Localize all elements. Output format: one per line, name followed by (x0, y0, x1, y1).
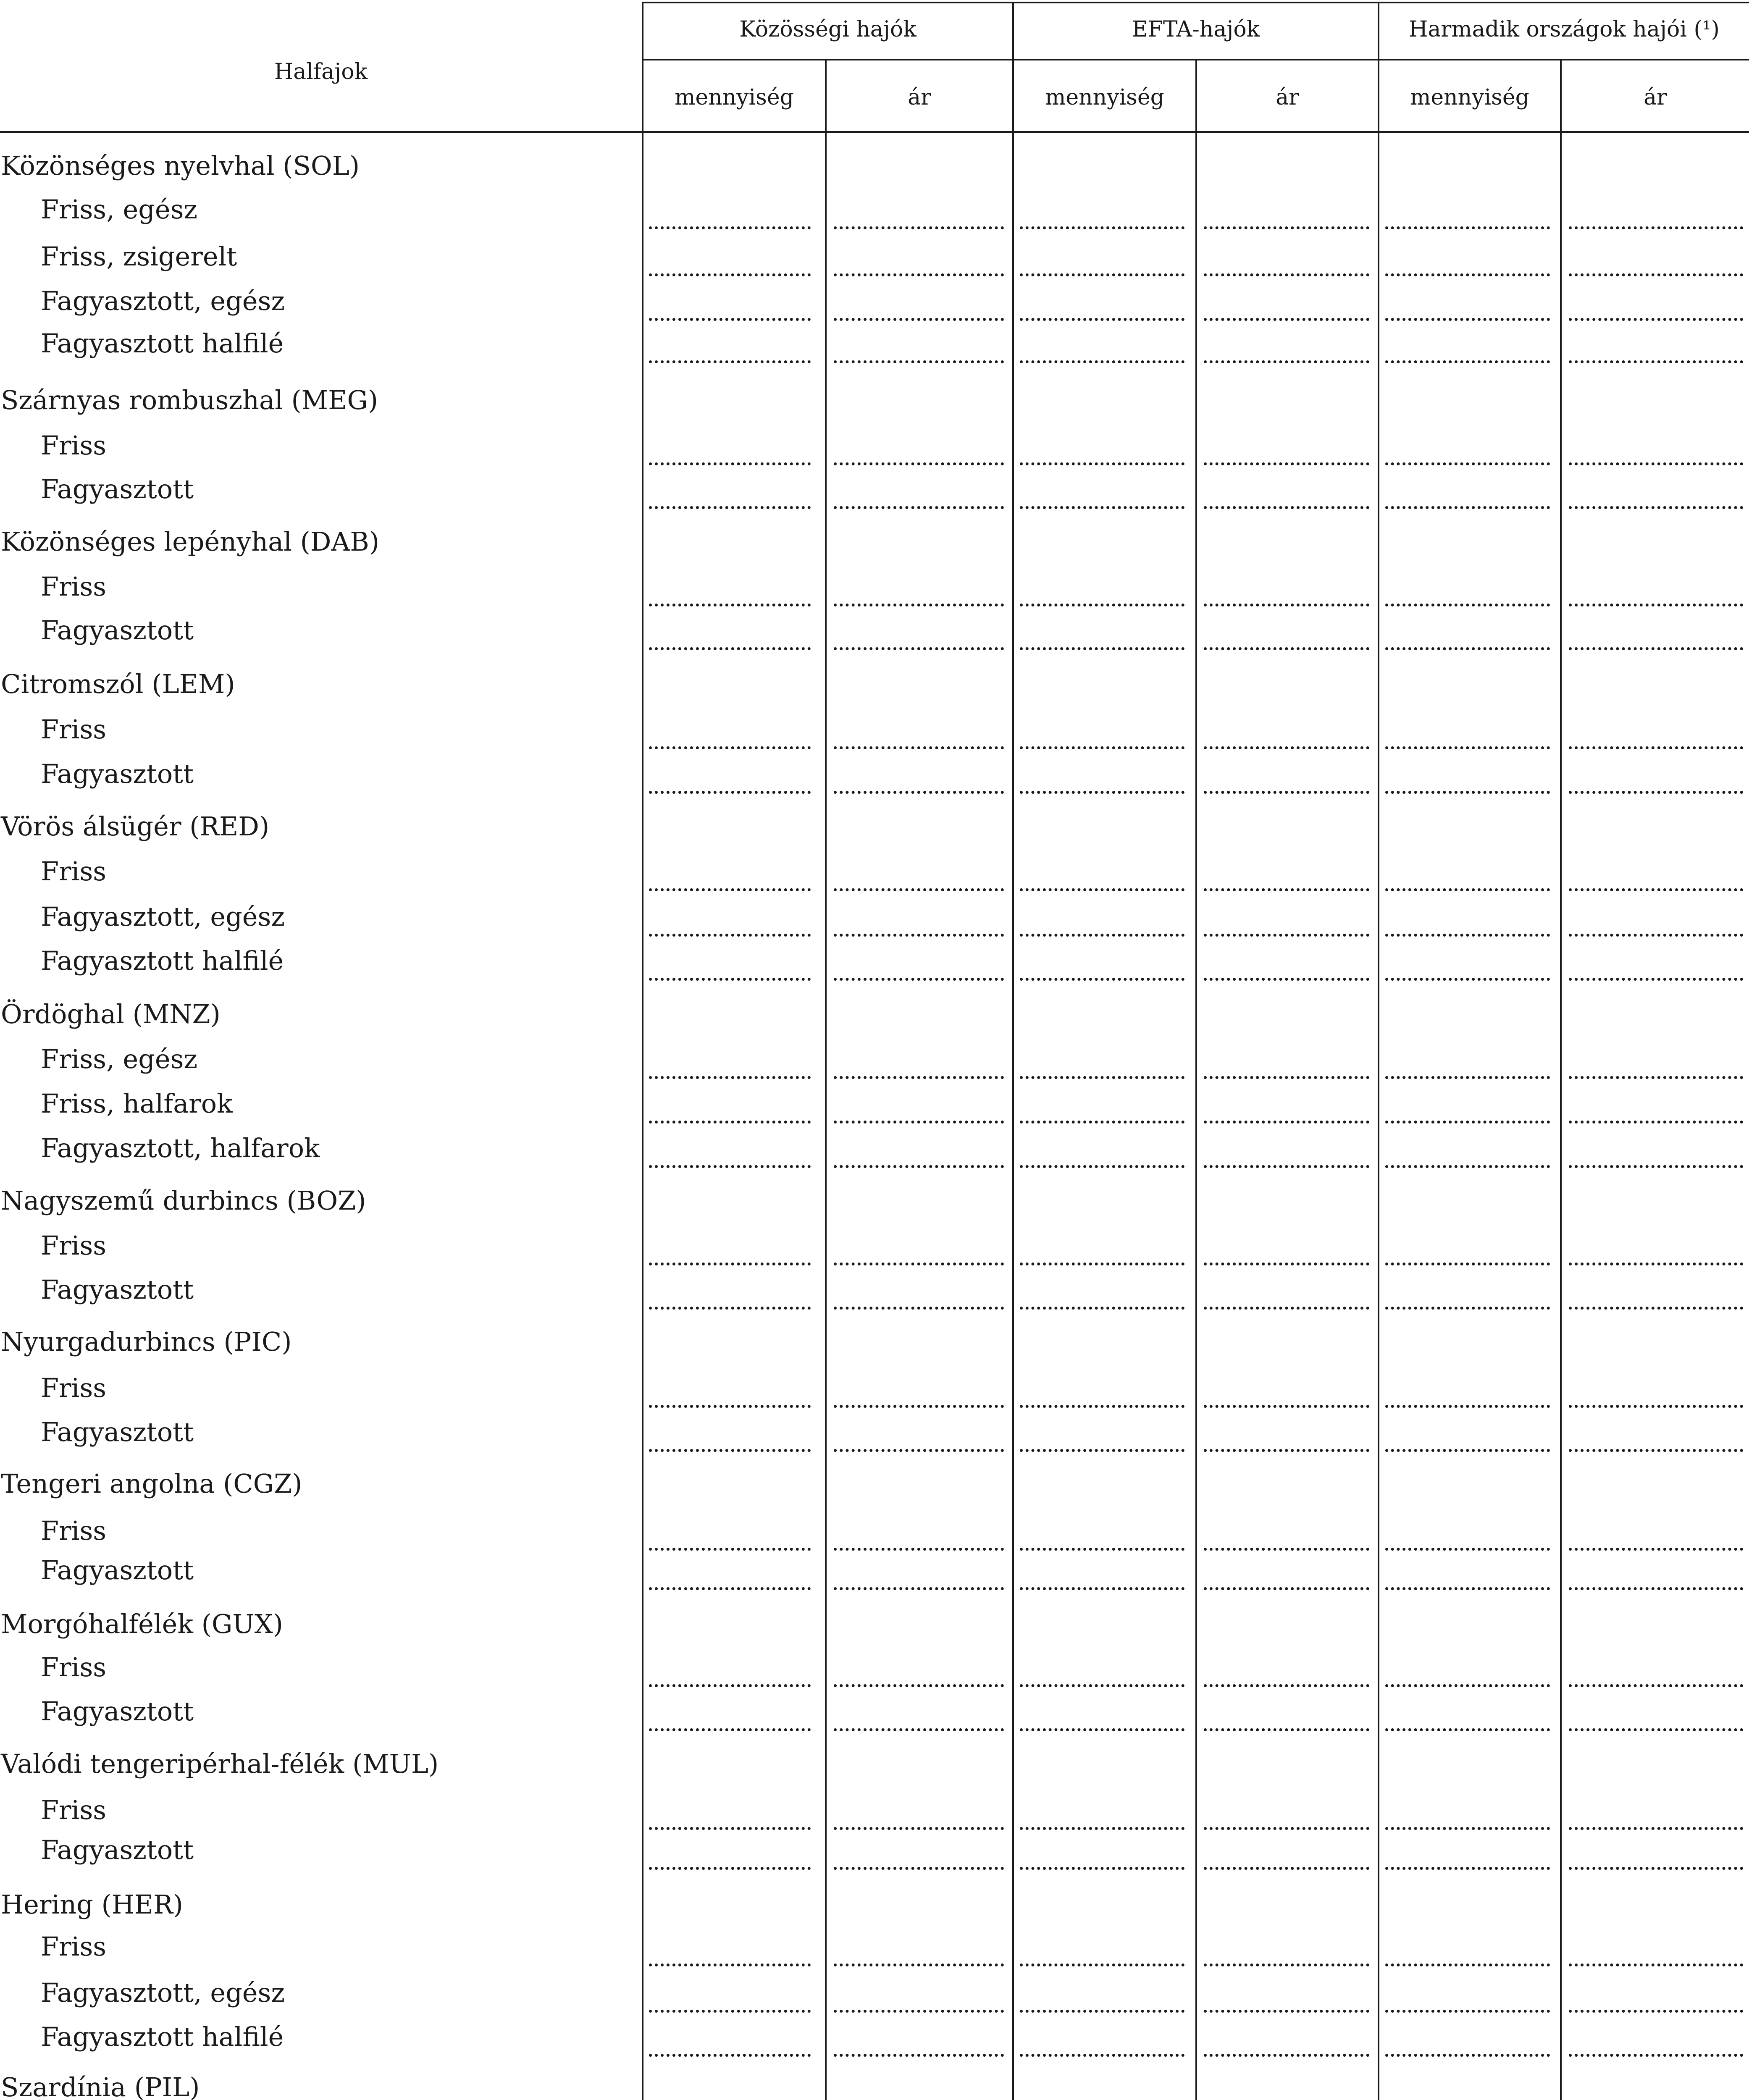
price-entry-line[interactable] (1569, 1728, 1743, 1731)
quantity-entry-line[interactable] (649, 318, 811, 321)
product-form-label: Friss (41, 1230, 107, 1261)
product-form-label: Friss (41, 571, 107, 602)
product-form-label: Fagyasztott, egész (41, 1977, 285, 2008)
quantity-entry-line[interactable] (1020, 1449, 1184, 1452)
price-entry-line[interactable] (1204, 978, 1369, 981)
quantity-entry-line[interactable] (1385, 888, 1550, 891)
price-entry-line[interactable] (834, 1307, 1004, 1310)
price-entry-line[interactable] (834, 978, 1004, 981)
quantity-entry-line[interactable] (1020, 1587, 1184, 1590)
group-header-efta: EFTA-hajók (1132, 17, 1260, 42)
price-entry-line[interactable] (1204, 1548, 1369, 1551)
price-entry-line[interactable] (834, 1684, 1004, 1687)
quantity-entry-line[interactable] (1020, 1405, 1184, 1408)
quantity-entry-line[interactable] (649, 1307, 811, 1310)
species-heading: Ördöghal (MNZ) (1, 999, 221, 1029)
quantity-entry-line[interactable] (649, 934, 811, 937)
subheader-quantity: mennyiség (675, 85, 794, 110)
price-entry-line[interactable] (834, 1165, 1004, 1168)
price-entry-line[interactable] (1569, 318, 1743, 321)
price-entry-line[interactable] (1204, 604, 1369, 606)
quantity-entry-line[interactable] (649, 1263, 811, 1265)
product-form-label: Friss, halfarok (41, 1088, 233, 1119)
price-entry-line[interactable] (1569, 1263, 1743, 1265)
price-entry-line[interactable] (834, 1121, 1004, 1124)
quantity-entry-line[interactable] (1020, 1964, 1184, 1966)
price-entry-line[interactable] (1204, 506, 1369, 509)
species-heading: Nyurgadurbincs (PIC) (1, 1326, 292, 1357)
quantity-entry-line[interactable] (1385, 1728, 1550, 1731)
quantity-entry-line[interactable] (1385, 791, 1550, 794)
price-entry-line[interactable] (1569, 1964, 1743, 1966)
price-entry-line[interactable] (1204, 1449, 1369, 1452)
price-entry-line[interactable] (1569, 934, 1743, 937)
quantity-entry-line[interactable] (649, 1449, 811, 1452)
quantity-entry-line[interactable] (649, 1827, 811, 1830)
price-entry-line[interactable] (834, 934, 1004, 937)
product-form-label: Fagyasztott, halfarok (41, 1133, 320, 1163)
price-entry-line[interactable] (834, 273, 1004, 276)
price-entry-line[interactable] (1569, 462, 1743, 465)
quantity-entry-line[interactable] (649, 1121, 811, 1124)
quantity-entry-line[interactable] (649, 1587, 811, 1590)
quantity-entry-line[interactable] (649, 2010, 811, 2013)
quantity-entry-line[interactable] (1385, 1867, 1550, 1870)
quantity-entry-line[interactable] (1020, 604, 1184, 606)
price-entry-line[interactable] (1569, 888, 1743, 891)
quantity-entry-line[interactable] (1385, 1827, 1550, 1830)
quantity-entry-line[interactable] (649, 1548, 811, 1551)
column-rule (825, 59, 827, 2100)
table-top-rule (642, 2, 1749, 3)
price-entry-line[interactable] (1204, 318, 1369, 321)
quantity-entry-line[interactable] (649, 746, 811, 749)
price-entry-line[interactable] (1204, 647, 1369, 650)
product-form-label: Friss (41, 430, 107, 461)
quantity-entry-line[interactable] (1385, 1587, 1550, 1590)
price-entry-line[interactable] (834, 1405, 1004, 1408)
price-entry-line[interactable] (1204, 1076, 1369, 1079)
species-heading: Szárnyas rombuszhal (MEG) (1, 385, 378, 415)
species-heading: Nagyszemű durbincs (BOZ) (1, 1185, 366, 1216)
column-rule (1012, 2, 1014, 2100)
price-entry-line[interactable] (1204, 462, 1369, 465)
product-form-label: Friss (41, 1652, 107, 1683)
price-entry-line[interactable] (834, 1964, 1004, 1966)
quantity-entry-line[interactable] (649, 978, 811, 981)
price-entry-line[interactable] (1569, 647, 1743, 650)
quantity-entry-line[interactable] (1020, 791, 1184, 794)
quantity-entry-line[interactable] (1385, 1548, 1550, 1551)
price-entry-line[interactable] (834, 1827, 1004, 1830)
price-entry-line[interactable] (834, 1867, 1004, 1870)
price-entry-line[interactable] (834, 462, 1004, 465)
subheader-price: ár (908, 85, 931, 110)
price-entry-line[interactable] (1204, 746, 1369, 749)
species-heading: Közönséges nyelvhal (SOL) (1, 150, 360, 181)
price-entry-line[interactable] (1204, 1867, 1369, 1870)
product-form-label: Friss (41, 714, 107, 745)
price-entry-line[interactable] (1204, 226, 1369, 229)
price-entry-line[interactable] (1204, 1964, 1369, 1966)
product-form-label: Friss (41, 1515, 107, 1546)
product-form-label: Fagyasztott (41, 759, 194, 789)
product-form-label: Friss (41, 1795, 107, 1825)
quantity-entry-line[interactable] (1020, 226, 1184, 229)
quantity-entry-line[interactable] (1385, 273, 1550, 276)
quantity-entry-line[interactable] (1020, 934, 1184, 937)
product-form-label: Fagyasztott halfilé (41, 328, 284, 359)
product-form-label: Fagyasztott, egész (41, 901, 285, 932)
price-entry-line[interactable] (834, 888, 1004, 891)
quantity-entry-line[interactable] (1385, 1076, 1550, 1079)
quantity-entry-line[interactable] (1385, 1449, 1550, 1452)
species-heading: Tengeri angolna (CGZ) (1, 1468, 302, 1499)
price-entry-line[interactable] (1204, 1827, 1369, 1830)
quantity-entry-line[interactable] (649, 2054, 811, 2057)
quantity-entry-line[interactable] (1385, 1684, 1550, 1687)
price-entry-line[interactable] (1569, 273, 1743, 276)
price-entry-line[interactable] (1569, 1121, 1743, 1124)
quantity-entry-line[interactable] (1020, 462, 1184, 465)
quantity-entry-line[interactable] (649, 1728, 811, 1731)
quantity-entry-line[interactable] (1385, 1121, 1550, 1124)
quantity-entry-line[interactable] (1020, 1076, 1184, 1079)
price-entry-line[interactable] (834, 506, 1004, 509)
quantity-entry-line[interactable] (1385, 746, 1550, 749)
quantity-entry-line[interactable] (649, 462, 811, 465)
quantity-entry-line[interactable] (1385, 934, 1550, 937)
product-form-label: Fagyasztott (41, 1835, 194, 1865)
quantity-entry-line[interactable] (1020, 506, 1184, 509)
price-entry-line[interactable] (834, 1548, 1004, 1551)
price-entry-line[interactable] (834, 1587, 1004, 1590)
quantity-entry-line[interactable] (1020, 360, 1184, 363)
header-bottom-rule (0, 131, 1749, 133)
quantity-entry-line[interactable] (1020, 1548, 1184, 1551)
column-rule (1560, 59, 1562, 2100)
price-entry-line[interactable] (1204, 1165, 1369, 1168)
group-header-third-country: Harmadik országok hajói (¹) (1409, 17, 1720, 42)
quantity-entry-line[interactable] (1020, 1867, 1184, 1870)
quantity-entry-line[interactable] (1385, 462, 1550, 465)
product-form-label: Fagyasztott (41, 1274, 194, 1305)
product-form-label: Fagyasztott (41, 1417, 194, 1447)
price-entry-line[interactable] (1569, 1165, 1743, 1168)
product-form-label: Fagyasztott, egész (41, 286, 285, 316)
species-heading: Közönséges lepényhal (DAB) (1, 526, 380, 557)
price-entry-line[interactable] (1204, 1307, 1369, 1310)
subheader-quantity: mennyiség (1045, 85, 1164, 110)
product-form-label: Fagyasztott halfilé (41, 2021, 284, 2052)
product-form-label: Fagyasztott (41, 615, 194, 646)
price-entry-line[interactable] (1204, 1684, 1369, 1687)
price-entry-line[interactable] (834, 318, 1004, 321)
price-entry-line[interactable] (834, 2054, 1004, 2057)
quantity-entry-line[interactable] (649, 360, 811, 363)
price-entry-line[interactable] (1569, 604, 1743, 606)
quantity-entry-line[interactable] (1385, 2054, 1550, 2057)
product-form-label: Friss, zsigerelt (41, 241, 237, 272)
price-entry-line[interactable] (834, 1449, 1004, 1452)
quantity-entry-line[interactable] (1020, 746, 1184, 749)
price-entry-line[interactable] (1204, 1263, 1369, 1265)
quantity-entry-line[interactable] (1385, 506, 1550, 509)
quantity-entry-line[interactable] (1385, 1964, 1550, 1966)
quantity-entry-line[interactable] (649, 604, 811, 606)
quantity-entry-line[interactable] (1020, 888, 1184, 891)
quantity-entry-line[interactable] (649, 1684, 811, 1687)
quantity-entry-line[interactable] (649, 888, 811, 891)
product-form-label: Fagyasztott (41, 1555, 194, 1586)
quantity-entry-line[interactable] (649, 1165, 811, 1168)
quantity-entry-line[interactable] (1385, 647, 1550, 650)
species-heading: Vörös álsügér (RED) (1, 811, 270, 842)
column-rule (1195, 59, 1197, 2100)
quantity-entry-line[interactable] (649, 1076, 811, 1079)
product-form-label: Fagyasztott (41, 1696, 194, 1727)
price-entry-line[interactable] (1569, 1867, 1743, 1870)
price-entry-line[interactable] (1569, 746, 1743, 749)
price-entry-line[interactable] (1204, 1405, 1369, 1408)
quantity-entry-line[interactable] (1020, 1121, 1184, 1124)
price-entry-line[interactable] (834, 2010, 1004, 2013)
species-column-header: Halfajok (274, 59, 368, 84)
price-entry-line[interactable] (1569, 1827, 1743, 1830)
price-entry-line[interactable] (1569, 978, 1743, 981)
quantity-entry-line[interactable] (1385, 1165, 1550, 1168)
quantity-entry-line[interactable] (1385, 226, 1550, 229)
price-entry-line[interactable] (1569, 1587, 1743, 1590)
price-entry-line[interactable] (1204, 273, 1369, 276)
price-entry-line[interactable] (1204, 934, 1369, 937)
quantity-entry-line[interactable] (1020, 647, 1184, 650)
quantity-entry-line[interactable] (649, 506, 811, 509)
price-entry-line[interactable] (1569, 1405, 1743, 1408)
subheader-quantity: mennyiség (1410, 85, 1529, 110)
quantity-entry-line[interactable] (1385, 2010, 1550, 2013)
product-form-label: Friss (41, 856, 107, 887)
quantity-entry-line[interactable] (649, 791, 811, 794)
species-heading: Citromszól (LEM) (1, 669, 235, 699)
quantity-entry-line[interactable] (1385, 978, 1550, 981)
price-entry-line[interactable] (1204, 1121, 1369, 1124)
price-entry-line[interactable] (834, 1076, 1004, 1079)
price-entry-line[interactable] (1204, 1728, 1369, 1731)
price-entry-line[interactable] (1569, 226, 1743, 229)
quantity-entry-line[interactable] (649, 226, 811, 229)
quantity-entry-line[interactable] (649, 273, 811, 276)
price-entry-line[interactable] (1569, 1449, 1743, 1452)
species-heading: Valódi tengeripérhal-félék (MUL) (1, 1748, 439, 1779)
column-rule (1378, 2, 1379, 2100)
quantity-entry-line[interactable] (1020, 1827, 1184, 1830)
group-header-community: Közösségi hajók (739, 17, 917, 42)
quantity-entry-line[interactable] (1385, 604, 1550, 606)
price-entry-line[interactable] (1204, 360, 1369, 363)
price-entry-line[interactable] (1204, 2010, 1369, 2013)
quantity-entry-line[interactable] (649, 647, 811, 650)
price-entry-line[interactable] (1569, 360, 1743, 363)
price-entry-line[interactable] (834, 1728, 1004, 1731)
subheader-price: ár (1276, 85, 1299, 110)
product-form-label: Friss (41, 1373, 107, 1403)
price-entry-line[interactable] (1569, 1307, 1743, 1310)
price-entry-line[interactable] (1569, 2010, 1743, 2013)
product-form-label: Fagyasztott (41, 474, 194, 504)
price-entry-line[interactable] (834, 360, 1004, 363)
quantity-entry-line[interactable] (1385, 1307, 1550, 1310)
quantity-entry-line[interactable] (1020, 1165, 1184, 1168)
quantity-entry-line[interactable] (1020, 1307, 1184, 1310)
price-entry-line[interactable] (1204, 2054, 1369, 2057)
price-entry-line[interactable] (1569, 1684, 1743, 1687)
product-form-label: Friss, egész (41, 194, 198, 225)
subheader-price: ár (1644, 85, 1667, 110)
product-form-label: Fagyasztott halfilé (41, 945, 284, 976)
price-entry-line[interactable] (1569, 1076, 1743, 1079)
species-heading: Szardínia (PIL) (1, 2072, 200, 2100)
quantity-entry-line[interactable] (1385, 1405, 1550, 1408)
quantity-entry-line[interactable] (1020, 1684, 1184, 1687)
quantity-entry-line[interactable] (1020, 2010, 1184, 2013)
quantity-entry-line[interactable] (1385, 318, 1550, 321)
quantity-entry-line[interactable] (1020, 273, 1184, 276)
product-form-label: Friss (41, 1931, 107, 1962)
price-entry-line[interactable] (834, 746, 1004, 749)
price-entry-line[interactable] (1569, 2054, 1743, 2057)
quantity-entry-line[interactable] (1385, 360, 1550, 363)
price-entry-line[interactable] (834, 1263, 1004, 1265)
quantity-entry-line[interactable] (1020, 1263, 1184, 1265)
quantity-entry-line[interactable] (649, 1867, 811, 1870)
price-entry-line[interactable] (1204, 1587, 1369, 1590)
price-entry-line[interactable] (1204, 791, 1369, 794)
price-entry-line[interactable] (834, 604, 1004, 606)
price-entry-line[interactable] (1204, 888, 1369, 891)
price-entry-line[interactable] (1569, 506, 1743, 509)
price-entry-line[interactable] (834, 226, 1004, 229)
quantity-entry-line[interactable] (649, 1964, 811, 1966)
species-heading: Hering (HER) (1, 1889, 183, 1920)
quantity-entry-line[interactable] (1020, 978, 1184, 981)
quantity-entry-line[interactable] (1020, 2054, 1184, 2057)
product-form-label: Friss, egész (41, 1044, 198, 1074)
quantity-entry-line[interactable] (1020, 1728, 1184, 1731)
price-entry-line[interactable] (1569, 1548, 1743, 1551)
price-entry-line[interactable] (834, 791, 1004, 794)
quantity-entry-line[interactable] (1020, 318, 1184, 321)
quantity-entry-line[interactable] (1385, 1263, 1550, 1265)
price-entry-line[interactable] (1569, 791, 1743, 794)
quantity-entry-line[interactable] (649, 1405, 811, 1408)
price-entry-line[interactable] (834, 647, 1004, 650)
species-heading: Morgóhalfélék (GUX) (1, 1609, 283, 1639)
